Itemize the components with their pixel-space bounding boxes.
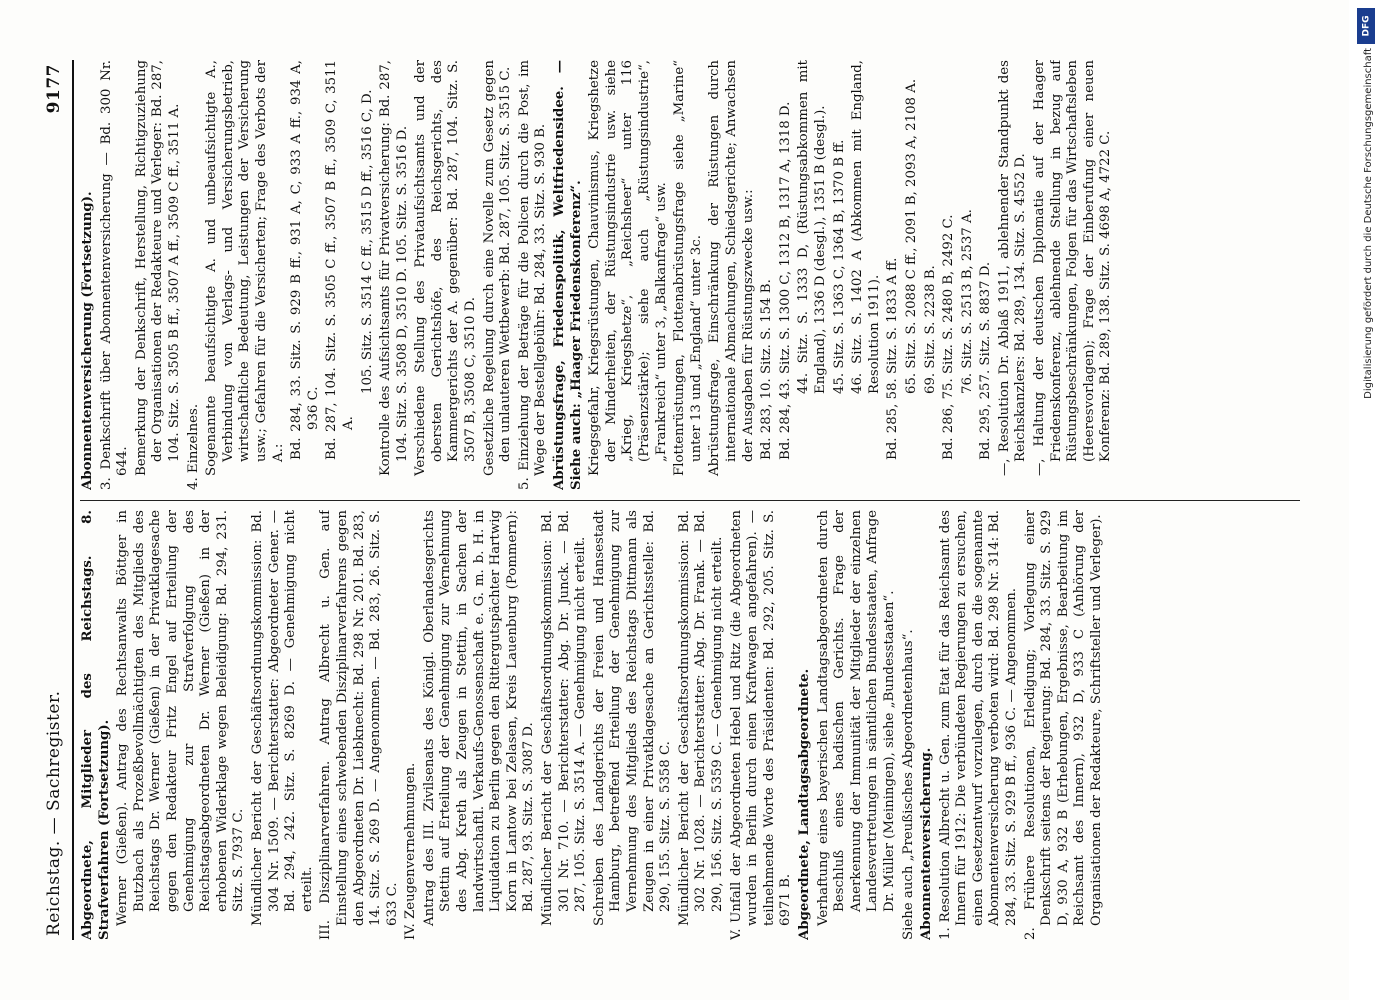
index-entry: 76. Sitz. S. 2513 B, 2537 A. [959,209,975,394]
column-divider [80,500,1300,501]
index-entry: Kriegsgefahr, Kriegsrüstungen, Chauvinismus, Kriegshetze der Minderheiten, der Rüstungsindustrie usw. siehe „Krieg, Kriegshetze“, „Reichsheer“ unter 116 (Präsenzstärke); siehe auch „Rüstungsindustrie“, „Frankreich“ unter 3, „Balkanfrage“ usw. [587,60,669,476]
index-entry: Werner (Gießen). Antrag des Rechtsanwalts Böttger in Butzbach als Prozeßbevollmächtigten des Mitglieds des Reichstags Dr. Werner (Gießen) in der Privatklagesache gegen den Redakteur Fritz Engel auf Erteilung der Genehmigung zur Strafverfolgung des Reichstagsabgeordneten Dr. Werner (Gießen) in der erhobenen Widerklage wegen Beleidigung: Bd. 294, 231. Sitz. S. 7937 C. [115,510,247,926]
index-entry: 5. Einziehung der Beträge für die Policen durch die Post, im Wege der Bestellgebühr: Bd. 284, 33. Sitz. S. 930 B. [516,60,549,490]
index-entry: —, Haltung der deutschen Diplomatie auf der Haager Friedenskonferenz, ablehnende Stellung in bezug auf Rüstungsbeschränkungen, Folgen für das Wirtschaftsleben (Heeresvorlagen); Frage der Einberufung einer neuen Konferenz: Bd. 289, 138. Sitz. S. 4698 A, 4722 C. [1032,60,1114,476]
index-entry: —, Resolution Dr. Ablaß 1911, ablehnender Standpunkt des Reichskanzlers: Bd. 289, 134. Sitz. S. 4552 D. [996,60,1029,476]
index-entry: V. Unfall der Abgeordneten Hebel und Ritz (die Abgeordneten wurden in Berlin durch einen Kraftwagen angefahren). — teilnehmende Worte des Präsidenten: Bd. 292, 205. Sitz. S. 6971 B. [728,510,794,940]
right-text-column [80,60,1310,490]
page-number: 9177 [44,64,64,114]
index-entry: Verhaftung eines bayerischen Landtagsabgeordneten durch Beschluß eines badischen Gerichts. Frage der Anerkennung der Immunität der Mitglieder der einzelnen Landesvertretungen in sämtlichen Bundesstaaten, Anfrage Dr. Müller (Meiningen), siehe „Bundesstaaten“. [815,510,897,926]
index-entry: Verschiedene Stellung des Privataufsichtsamts und der obersten Gerichtshöfe, des Reichsgerichts, des Kammergerichts der A. gegenüber: Bd. 287, 104. Sitz. S. 3507 B, 3508 C, 3510 D. [413,60,479,476]
index-entry: Bd. 285, 58. Sitz. S. 1833 A ff. [885,257,901,460]
digitization-strip [1349,0,1383,1000]
index-entry: Bd. 287, 104. Sitz. S. 3505 C ff., 3507 B ff., 3509 C, 3511 A. [324,60,356,460]
index-heading: Abgeordnete, Landtagsabgeordnete. [796,668,812,940]
running-head-left: Reichstag. — Sachregister. [44,690,64,936]
index-entry: Bemerkung der Denkschrift, Herstellung, Richtigzuziehung der Organisationen der Redakteure und Verleger: Bd. 287, 104. Sitz. S. 3505 B ff., 3507 A ff., 3509 C ff., 3511 A. [133,60,182,476]
index-entry: 3. Denkschrift über Abonnentenversicherung — Bd. 300 Nr. 644. [98,60,131,490]
index-entry: 105. Sitz. S. 3514 C ff., 3515 D ff., 3516 C, D. [359,89,375,394]
index-entry: 46. Sitz. S. 1402 A (Abkommen mit England, Resolution 1911). [850,60,882,394]
index-entry: Mündlicher Bericht der Geschäftsordnungskommission: Bd. 301 Nr. 710. — Berichterstatter: Abg. Dr. Junck. — Bd. 287, 105. Sitz. S. 3514 A. — Genehmigung nicht erteilt. [540,510,589,926]
index-entry: Mündlicher Bericht der Geschäftsordnungskommission: Bd. 304 Nr. 1509. — Berichterstatter: Abgeordneter Gener. — Bd. 294, 242. Sitz. S. 8269 D. — Genehmigung nicht erteilt. [249,510,315,926]
index-entry: 44. Sitz. S. 1333 D, (Rüstungsabkommen mit England), 1336 D (desgl.), 1351 B (desgl.). [796,60,828,394]
page-header [38,60,74,940]
index-entry: 45. Sitz. S. 1363 C, 1364 B, 1370 B ff. [831,139,847,394]
index-entry: Sogenannte beaufsichtigte A. und unbeaufsichtigte A., Verbindung von Verlags- und Versicherungsbetrieb, wirtschaftliche Bedeutung, Leistungen der Versicherung usw.; Gefahren für die Versicherten; Frage des Verbots der A.: [204,60,286,476]
index-entry: Bd. 295, 257. Sitz. S. 8837 D. [978,261,994,460]
index-entry: Bd. 284, 33. Sitz. S. 929 B ff., 931 A, C, 933 A ff., 934 A, 936 C. [289,60,321,460]
index-entry: 65. Sitz. S. 2088 C ff., 2091 B, 2093 A, 2108 A. [903,78,919,394]
index-heading: Abonnentenversicherung (Fortsetzung). [80,191,95,490]
index-entry: Antrag des III. Zivilsenats des Königl. Oberlandesgerichts Stettin auf Erteilung der Genehmigung zur Vernehmung des Abg. Kreth als Zeugen in Stettin, in Sachen der landwirtschaftl. Verkaufs-Genossenschaft e. G. m. b. H. in Liquidation zu Berlin gegen den Rittergutspächter Hartwig Korn in Lantow bei Zelasen, Kreis Lauenburg (Pommern): Bd. 287, 93. Sitz. S. 3087 D. [421,510,537,926]
index-entry: Kontrolle des Aufsichtsamts für Privatversicherung: Bd. 287, 104. Sitz. S. 3508 D, 3510 D. 105. Sitz. S. 3516 D. [378,60,410,476]
index-entry: 4. Einzelnes. [185,403,201,490]
index-entry: Bd. 284, 43. Sitz. S. 1300 C, 1312 B, 1317 A, 1318 D. [777,101,793,460]
index-entry: Bd. 286, 75. Sitz. S. 2480 B, 2492 C. [941,214,957,460]
index-entry: Siehe auch „Preußisches Abgeordnetenhaus“. [900,629,916,940]
index-entry: Mündlicher Bericht der Geschäftsordnungskommission: Bd. 302 Nr. 1028. — Berichterstatter: Abg. Dr. Frank. — Bd. 290, 156. Sitz. S. 5359 C. — Genehmigung nicht erteilt. [676,510,725,926]
index-entry: 69. Sitz. S. 2238 B. [922,265,938,394]
index-entry: Schreiben des Landgerichts der Freien und Hansestadt Hamburg, betreffend Erteilung der Genehmigung zur Vernehmung des Mitglieds des Reichstags Dittmann als Zeugen in einer Privatklagesache an Gerichtsstelle: Bd. 290, 155. Sitz. S. 5358 C. [591,510,674,926]
index-entry: Gesetzliche Regelung durch eine Novelle zum Gesetz gegen den unlauteren Wettbewerb: Bd. 287, 105. Sitz. S. 3515 C. [481,60,514,476]
index-heading: Abrüstungsfrage, Friedenspolitik, Weltfriedensidee. — Siehe auch: „Haager Friedenskonferenz“. [552,60,584,490]
index-heading: Abonnentenversicherung. [919,747,935,940]
index-entry: Flottenrüstungen, Flottenabrüstungsfrage siehe „Marine“ unter 13 und „England“ unter 3c. [672,60,704,476]
index-entry: 1. Resolution Albrecht u. Gen. zum Etat für das Reichsamt des Innern für 1912: Die verbündeten Regierungen zu ersuchen, einen Gesetzentwurf vorzulegen, durch den die sogenannte Abonnentenversicherung verboten wird: Bd. 298 Nr. 314: Bd. 284, 33. Sitz. S. 929 B ff., 936 C. — Angenommen. [937,510,1020,940]
index-entry: III. Disziplinarverfahren. Antrag Albrecht u. Gen. auf Einstellung eines schwebenden Disziplinarverfahrens gegen den Abgeordneten Dr. Liebknecht: Bd. 298 Nr. 201. Bd. 283, 14. Sitz. S. 269 D. — Angenommen. — Bd. 283, 26. Sitz. S. 633 C. [318,510,400,940]
index-heading: Abgeordnete, Mitglieder des Reichstags. 8. Strafverfahren (Fortsetzung). [80,510,112,940]
index-entry: IV. Zeugenvernehmungen. [403,762,419,940]
left-text-column [80,510,1310,940]
digitization-credit: Digitalisierung gefördert durch die Deutsche Forschungsgemeinschaft [1363,48,1374,399]
index-entry: 2. Frühere Resolutionen, Erledigung; Vorlegung einer Denkschrift seitens der Regierung: Bd. 284, 33. Sitz. S. 929 D, 930 A, 932 B (Erhebungen, Ergebnisse, Bearbeitung im Reichsamt des Innern), 932 D, 933 C (Anhörung der Organisationen der Redakteure, Schriftsteller und Verleger). [1022,510,1105,940]
index-entry: Bd. 283, 10. Sitz. S. 154 B. [759,279,775,460]
dfg-logo-icon: DFG [1357,8,1375,44]
index-entry: Abrüstungsfrage, Einschränkung der Rüstungen durch internationale Abmachungen, Schiedsgerichte; Anwachsen der Ausgaben für Rüstungszwecke usw.: [707,60,756,476]
